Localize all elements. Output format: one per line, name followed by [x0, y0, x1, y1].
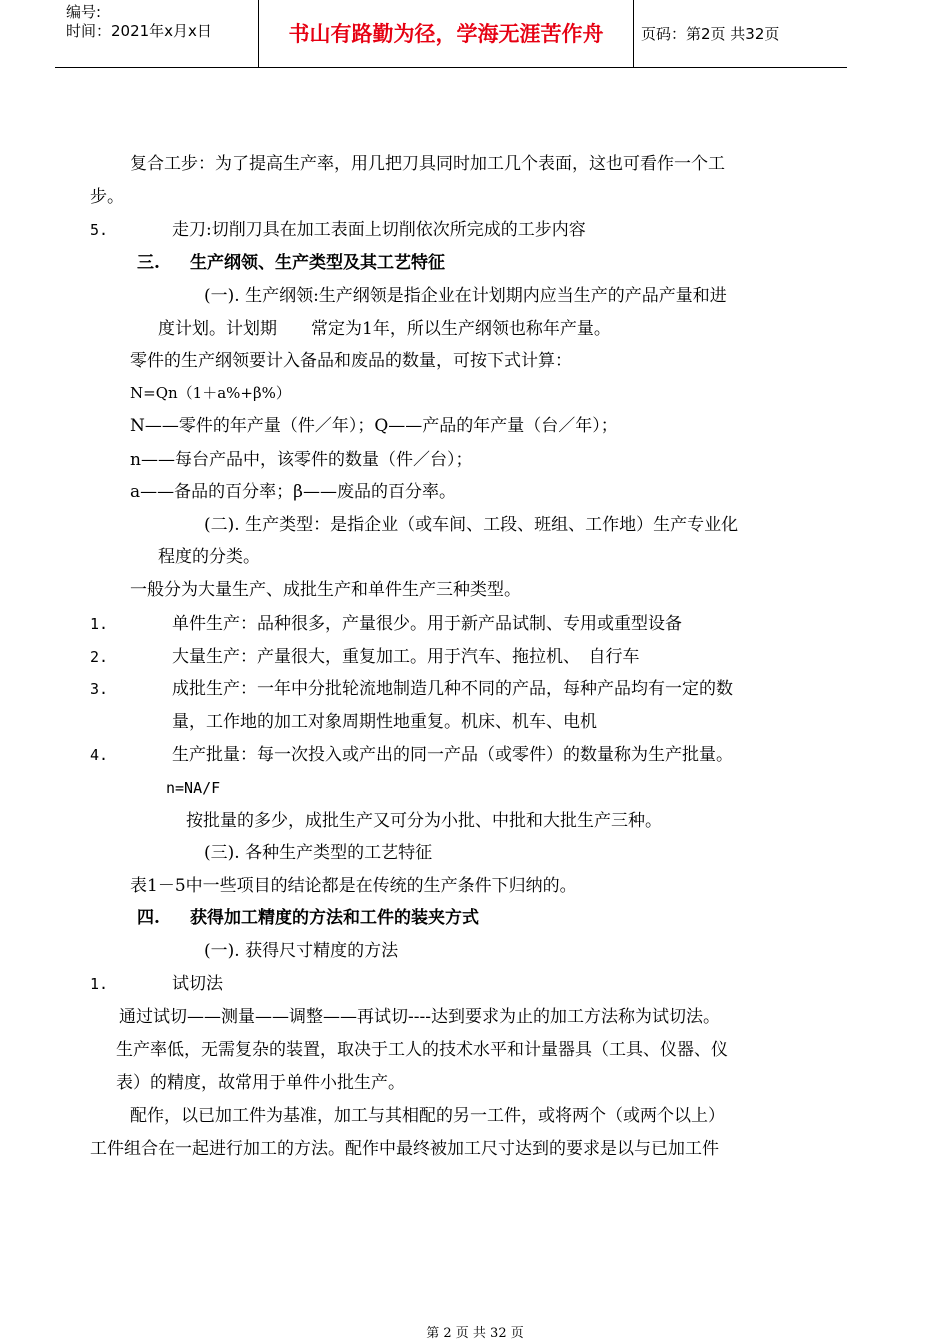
body-line: 大量生产：产量很大，重复加工。用于汽车、拖拉机、 自行车: [172, 647, 640, 667]
list-number: 1.: [90, 615, 109, 633]
header-rule: [55, 67, 847, 68]
section-heading: 获得加工精度的方法和工件的装夹方式: [190, 908, 479, 928]
body-line: n——每台产品中，该零件的数量（件／台）；: [130, 450, 473, 470]
body-line: 一般分为大量生产、成批生产和单件生产三种类型。: [130, 580, 521, 600]
list-number: 4.: [90, 746, 109, 764]
body-line: 工件组合在一起进行加工的方法。配作中最终被加工尺寸达到的要求是以与已加工件: [90, 1139, 719, 1159]
body-line: 表1－5中一些项目的结论都是在传统的生产条件下归纳的。: [130, 876, 577, 896]
body-line: (一). 生产纲领:生产纲领是指企业在计划期内应当生产的产品产量和进: [204, 286, 727, 306]
section-number: 三.: [137, 253, 160, 273]
section-heading: 生产纲领、生产类型及其工艺特征: [190, 253, 445, 273]
list-number: 2.: [90, 648, 109, 666]
body-line: (一). 获得尺寸精度的方法: [204, 941, 399, 961]
list-number: 1.: [90, 975, 109, 993]
body-line: 生产批量：每一次投入或产出的同一产品（或零件）的数量称为生产批量。: [172, 745, 733, 765]
body-line: a——备品的百分率；β——废品的百分率。: [130, 482, 456, 502]
body-line: 成批生产：一年中分批轮流地制造几种不同的产品，每种产品均有一定的数: [172, 679, 733, 699]
body-line: 表）的精度，故常用于单件小批生产。: [116, 1073, 405, 1093]
body-line: 配作，以已加工件为基准，加工与其相配的另一工件，或将两个（或两个以上）: [130, 1106, 725, 1126]
header-date-label: 时间：2021年x月x日: [66, 22, 212, 40]
body-line: 程度的分类。: [158, 547, 260, 567]
header-meta: [55, 0, 258, 68]
header-page-label: 页码：第2页 共32页: [641, 25, 780, 43]
formula-line: n=NA/F: [166, 779, 221, 797]
body-line: 生产率低，无需复杂的装置，取决于工人的技术水平和计量器具（工具、仪器、仪: [116, 1040, 728, 1060]
page-header: [55, 0, 847, 68]
body-line: 通过试切——测量——调整——再试切----达到要求为止的加工方法称为试切法。: [119, 1007, 720, 1027]
body-line: 按批量的多少，成批生产又可分为小批、中批和大批生产三种。: [186, 811, 662, 831]
formula-line: N=Qn（1＋a%+β%）: [130, 384, 291, 402]
body-line: 量，工作地的加工对象周期性地重复。机床、机车、电机: [172, 712, 597, 732]
body-line: (二). 生产类型：是指企业（或车间、工段、班组、工作地）生产专业化: [204, 515, 739, 535]
body-line: 单件生产：品种很多，产量很少。用于新产品试制、专用或重型设备: [172, 614, 682, 634]
header-number-label: 编号:: [66, 3, 102, 21]
body-line: N——零件的年产量（件／年）；Q——产品的年产量（台／年）；: [130, 416, 618, 436]
body-line: 度计划。计划期 常定为1年，所以生产纲领也称年产量。: [158, 319, 611, 339]
body-line: (三). 各种生产类型的工艺特征: [204, 843, 433, 863]
list-number: 3.: [90, 680, 109, 698]
header-motto: 书山有路勤为径，学海无涯苦作舟: [258, 0, 634, 68]
body-line: 走刀:切削刀具在加工表面上切削依次所完成的工步内容: [172, 220, 586, 240]
section-number: 四.: [137, 908, 160, 928]
body-line: 零件的生产纲领要计入备品和废品的数量，可按下式计算：: [130, 351, 572, 371]
body-line: 试切法: [172, 974, 223, 994]
page-footer: 第 2 页 共 32 页: [426, 1326, 524, 1341]
body-line: 步。: [90, 187, 124, 207]
body-line: 复合工步：为了提高生产率，用几把刀具同时加工几个表面，这也可看作一个工: [130, 154, 725, 174]
list-number: 5.: [90, 221, 109, 239]
